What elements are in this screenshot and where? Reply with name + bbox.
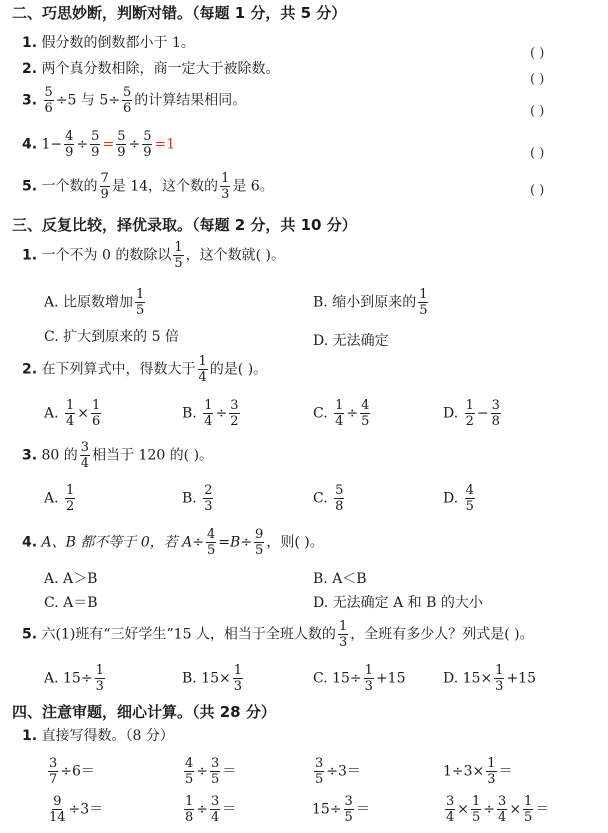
numerator: 1 <box>66 483 75 498</box>
fraction <box>48 795 67 824</box>
text-segment: D. <box>443 405 459 422</box>
judge-q3 <box>22 86 246 115</box>
judge-q5 <box>22 172 274 201</box>
answer-paren[interactable]: ( ) <box>530 72 545 87</box>
text-segment: ÷ <box>483 801 496 818</box>
q-number: 2. <box>22 361 38 378</box>
numerator: 1 <box>185 794 194 809</box>
section-3-title: 三、反复比较，择优录取。（每题 2 分，共 10 分） <box>12 216 357 234</box>
numerator: 1 <box>92 398 101 413</box>
fraction <box>334 399 344 428</box>
numerator: 1 <box>66 398 75 413</box>
denominator: 8 <box>185 810 194 825</box>
text-segment: ÷3＝ <box>326 763 361 780</box>
denominator: 5 <box>207 543 216 558</box>
text-segment: B. 15× <box>182 670 231 687</box>
numerator: 4 <box>185 756 194 771</box>
denominator: 9 <box>65 145 74 160</box>
text-segment: +15 <box>506 670 536 687</box>
numerator: 3 <box>315 756 324 771</box>
denominator: 4 <box>498 810 507 825</box>
numerator: 5 <box>44 85 53 100</box>
fraction <box>184 757 194 786</box>
fraction <box>334 484 344 513</box>
numerator: 5 <box>122 85 132 100</box>
numerator: 4 <box>65 129 74 144</box>
denominator: 8 <box>491 414 500 429</box>
denominator: 14 <box>49 810 66 825</box>
calc-item <box>312 757 361 786</box>
calc-q1 <box>22 725 174 745</box>
option-c[interactable]: C. A＝B <box>44 595 98 611</box>
q-text: 相当于 120 的( )。 <box>92 447 214 464</box>
option-c[interactable] <box>313 399 372 428</box>
q-text: =B÷ <box>218 534 253 551</box>
fraction <box>173 241 183 270</box>
denominator: 2 <box>230 414 239 429</box>
numerator: 1 <box>524 794 533 809</box>
fraction <box>116 130 126 159</box>
numerator: 9 <box>53 794 62 809</box>
choice-q5 <box>22 620 534 649</box>
fraction <box>48 757 58 786</box>
denominator: 5 <box>465 499 474 514</box>
text-segment: 1÷3× <box>443 763 485 780</box>
text-segment: C. 15÷ <box>313 670 362 687</box>
option-d[interactable] <box>443 399 503 428</box>
text-segment: ＝ <box>355 801 370 818</box>
fraction <box>364 664 374 693</box>
numerator: 1 <box>95 663 104 678</box>
fraction <box>198 355 208 384</box>
fraction <box>445 795 455 824</box>
q-text: 是 14，这个数的 <box>111 178 219 195</box>
fraction <box>494 664 504 693</box>
fraction <box>465 399 475 428</box>
denominator: 3 <box>487 772 496 787</box>
calc-item <box>312 795 370 824</box>
operator: ÷ <box>128 136 141 153</box>
denominator: 5 <box>344 810 353 825</box>
choice-q2 <box>22 355 267 384</box>
denominator: 9 <box>143 145 152 160</box>
fraction <box>210 757 220 786</box>
q-text: A、B 都不等于 0，若 A÷ <box>41 534 205 551</box>
numerator: 3 <box>230 398 239 413</box>
q-text: 假分数的倒数都小于 1。 <box>41 35 195 51</box>
fraction <box>497 795 507 824</box>
option-a[interactable] <box>44 484 77 513</box>
denominator: 5 <box>524 810 533 825</box>
fraction <box>491 399 501 428</box>
fraction <box>344 795 354 824</box>
calc-item <box>46 795 103 824</box>
q-text: 两个真分数相除，商一定大于被除数。 <box>41 61 280 77</box>
fraction <box>523 795 533 824</box>
denominator: 5 <box>136 303 145 318</box>
option-a[interactable] <box>44 399 103 428</box>
q-number: 1. <box>22 247 38 264</box>
option-d[interactable]: D. 无法确定 <box>313 333 389 349</box>
fraction <box>229 399 239 428</box>
fraction <box>465 484 475 513</box>
text-segment: ÷ <box>215 405 228 422</box>
q-number: 1. <box>22 728 38 744</box>
answer-paren[interactable]: ( ) <box>530 183 545 198</box>
numerator: 3 <box>211 794 220 809</box>
numerator: 1 <box>419 287 428 302</box>
calc-item <box>182 757 236 786</box>
denominator: 9 <box>91 145 100 160</box>
judge-q2 <box>22 58 280 78</box>
judge-q1 <box>22 32 195 52</box>
option-d[interactable]: D. 无法确定 A 和 B 的大小 <box>313 595 483 611</box>
denominator: 5 <box>255 543 264 558</box>
numerator: 3 <box>211 756 220 771</box>
denominator: 9 <box>117 145 126 160</box>
denominator: 3 <box>364 679 373 694</box>
numerator: 1 <box>221 171 230 186</box>
choice-q4 <box>22 528 324 557</box>
numerator: 1 <box>487 756 496 771</box>
denominator: 6 <box>92 414 101 429</box>
calc-item <box>182 795 236 824</box>
q-text: 一个数的 <box>41 178 98 195</box>
fraction <box>233 664 243 693</box>
numerator: 2 <box>204 483 213 498</box>
text-segment: B. 缩小到原来的 <box>313 294 417 311</box>
q-text: ，这个数就( )。 <box>185 247 285 264</box>
fraction <box>95 664 105 693</box>
text-segment: ＝ <box>535 801 550 818</box>
option-a[interactable]: A. A＞B <box>44 571 98 587</box>
q-text: 直接写得数。（8 分） <box>41 728 174 744</box>
calc-item <box>46 757 95 786</box>
fraction <box>91 399 101 428</box>
answer-paren[interactable]: ( ) <box>530 46 545 61</box>
answer-paren[interactable]: ( ) <box>530 104 545 119</box>
numerator: 5 <box>91 129 100 144</box>
text-segment: D. 15× <box>443 670 493 687</box>
text-segment: − <box>476 405 489 422</box>
numerator: 1 <box>338 619 348 634</box>
fraction <box>80 441 90 470</box>
text-segment: B. <box>182 405 197 422</box>
answer-paren[interactable]: ( ) <box>530 146 545 161</box>
text-segment: ＝ <box>222 763 237 780</box>
text-segment: A. <box>44 490 59 507</box>
text-segment: ÷3＝ <box>68 801 104 818</box>
option-d[interactable] <box>443 484 477 513</box>
fraction <box>100 172 110 201</box>
section-2-title: 二、巧思妙断，判断对错。（每题 1 分，共 5 分） <box>12 4 347 22</box>
fraction <box>64 130 74 159</box>
fraction <box>90 130 100 159</box>
numerator: 3 <box>49 756 58 771</box>
denominator: 3 <box>495 679 504 694</box>
numerator: 1 <box>174 240 183 255</box>
fraction <box>184 795 194 824</box>
q-text: 80 的 <box>41 447 78 464</box>
denominator: 3 <box>221 187 230 202</box>
numerator: 5 <box>117 129 126 144</box>
fraction <box>360 399 370 428</box>
numerator: 1 <box>233 663 243 678</box>
denominator: 8 <box>335 499 344 514</box>
q-number: 3. <box>22 92 38 109</box>
denominator: 4 <box>204 414 213 429</box>
text-segment: D. <box>443 490 459 507</box>
denominator: 5 <box>174 256 183 271</box>
fraction <box>220 172 230 201</box>
fraction <box>122 86 132 115</box>
q-number: 3. <box>22 447 38 464</box>
numerator: 1 <box>204 398 213 413</box>
text-segment: ＝ <box>222 801 237 818</box>
denominator: 5 <box>419 303 428 318</box>
q-text: ÷5 与 5÷ <box>55 92 120 109</box>
q-number: 4. <box>22 534 38 551</box>
text-segment: C. <box>313 405 328 422</box>
denominator: 5 <box>185 772 194 787</box>
option-c[interactable]: C. 扩大到原来的 5 倍 <box>44 329 179 345</box>
fraction <box>65 399 75 428</box>
option-c[interactable] <box>313 484 346 513</box>
text-segment: C. <box>313 490 328 507</box>
operator: ÷ <box>76 136 89 153</box>
denominator: 3 <box>338 635 348 650</box>
text-segment: × <box>509 801 522 818</box>
q-text: =1 <box>154 136 176 153</box>
text-segment: +15 <box>375 670 406 687</box>
text-segment: ÷ <box>196 763 209 780</box>
fraction <box>486 757 496 786</box>
denominator: 3 <box>95 679 104 694</box>
numerator: 1 <box>465 398 474 413</box>
text-segment: B. <box>182 490 197 507</box>
text-segment: × <box>77 405 90 422</box>
numerator: 5 <box>335 483 344 498</box>
numerator: 4 <box>207 527 216 542</box>
q-text: ，全班有多少人？列式是( )。 <box>350 626 534 643</box>
denominator: 5 <box>472 810 481 825</box>
fraction <box>471 795 481 824</box>
numerator: 1 <box>136 287 145 302</box>
option-b[interactable] <box>182 664 245 693</box>
fraction <box>135 288 145 317</box>
fraction <box>203 399 213 428</box>
choice-q1 <box>22 241 285 270</box>
numerator: 3 <box>344 794 353 809</box>
option-c[interactable] <box>313 664 406 693</box>
denominator: 6 <box>44 101 53 116</box>
option-a[interactable] <box>44 288 147 317</box>
q-text: 的计算结果相同。 <box>134 92 247 109</box>
text-segment: A. 比原数增加 <box>44 294 134 311</box>
text-segment: A. <box>44 405 59 422</box>
numerator: 5 <box>143 129 152 144</box>
denominator: 5 <box>211 772 220 787</box>
text-segment: ＝ <box>498 763 513 780</box>
q-number: 1. <box>22 35 38 51</box>
option-b[interactable] <box>182 399 242 428</box>
q-text: ，则( )。 <box>266 534 324 551</box>
denominator: 5 <box>361 414 370 429</box>
q-number: 2. <box>22 61 38 77</box>
numerator: 9 <box>255 527 264 542</box>
denominator: 4 <box>80 456 90 471</box>
option-b[interactable] <box>182 484 215 513</box>
fraction <box>203 484 213 513</box>
denominator: 4 <box>211 810 220 825</box>
fraction <box>210 795 220 824</box>
fraction <box>142 130 152 159</box>
denominator: 6 <box>122 101 132 116</box>
numerator: 3 <box>80 440 90 455</box>
option-b[interactable] <box>313 288 430 317</box>
denominator: 7 <box>49 772 58 787</box>
q-text: 的是( )。 <box>209 361 268 378</box>
numerator: 4 <box>465 483 474 498</box>
q-text: 是 6。 <box>232 178 274 195</box>
calc-item <box>443 795 549 824</box>
q-text: 一个不为 0 的数除以 <box>41 247 172 264</box>
operator: = <box>102 136 115 153</box>
fraction <box>44 86 54 115</box>
numerator: 1 <box>472 794 481 809</box>
denominator: 3 <box>204 499 213 514</box>
fraction <box>206 528 216 557</box>
q-text: 在下列算式中，得数大于 <box>41 361 196 378</box>
fraction <box>65 484 75 513</box>
numerator: 3 <box>446 794 455 809</box>
q-number: 4. <box>22 136 38 153</box>
option-b[interactable]: B. A＜B <box>313 571 367 587</box>
text-segment: A. 15÷ <box>44 670 93 687</box>
numerator: 1 <box>198 354 207 369</box>
denominator: 4 <box>446 810 455 825</box>
fraction <box>338 620 348 649</box>
choice-q3 <box>22 441 213 470</box>
numerator: 1 <box>495 663 504 678</box>
fraction <box>314 757 324 786</box>
judge-q4 <box>22 130 175 159</box>
text-segment: ÷ <box>196 801 209 818</box>
q-number: 5. <box>22 626 38 643</box>
numerator: 1 <box>335 398 344 413</box>
option-a[interactable] <box>44 664 107 693</box>
denominator: 2 <box>465 414 474 429</box>
denominator: 9 <box>100 187 109 202</box>
numerator: 3 <box>491 398 500 413</box>
text-segment: × <box>457 801 470 818</box>
q-number: 5. <box>22 178 38 195</box>
numerator: 1 <box>364 663 373 678</box>
q-text: 1− <box>41 136 63 153</box>
numerator: 3 <box>498 794 507 809</box>
text-segment: 15÷ <box>312 801 342 818</box>
section-4-title: 四、注意审题，细心计算。（共 28 分） <box>12 703 276 721</box>
fraction <box>418 288 428 317</box>
denominator: 4 <box>198 370 207 385</box>
text-segment: ÷6＝ <box>60 763 95 780</box>
calc-item <box>443 757 513 786</box>
option-d[interactable] <box>443 664 536 693</box>
denominator: 4 <box>335 414 344 429</box>
q-text: 六(1)班有“三好学生”15 人，相当于全班人数的 <box>41 626 336 643</box>
text-segment: ÷ <box>346 405 359 422</box>
fraction <box>254 528 264 557</box>
denominator: 5 <box>315 772 324 787</box>
numerator: 4 <box>361 398 370 413</box>
denominator: 2 <box>66 499 75 514</box>
numerator: 7 <box>100 171 109 186</box>
denominator: 3 <box>233 679 243 694</box>
denominator: 4 <box>66 414 75 429</box>
